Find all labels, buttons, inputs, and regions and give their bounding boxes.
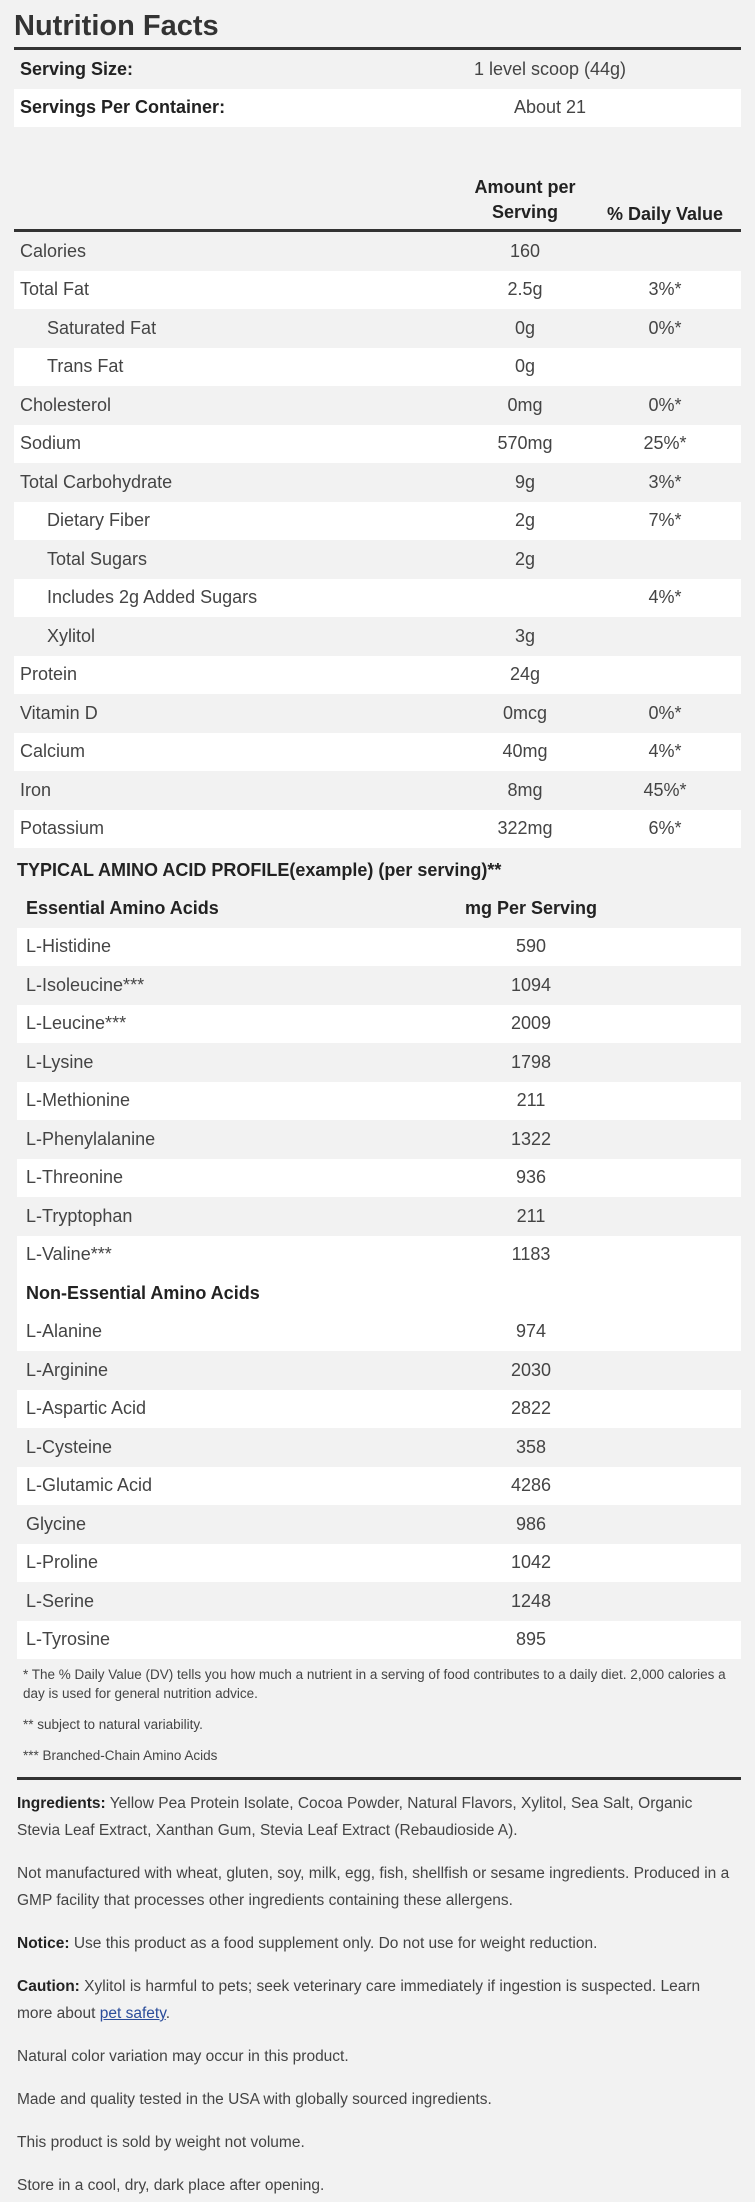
amino-acid-mg: 2009 [510, 1013, 552, 1034]
amino-acid-row [17, 1120, 741, 1159]
nutrient-daily-value: 4%* [648, 587, 682, 608]
ingredients-label: Ingredients: [17, 1795, 106, 1812]
amino-acid-name: L-Cysteine [26, 1436, 113, 1457]
amino-acid-name: L-Serine [26, 1590, 95, 1611]
nutrient-row [14, 232, 741, 271]
footnotes [14, 1659, 741, 1765]
nutrient-name: Saturated Fat [47, 317, 157, 338]
nutrient-amount: 160 [509, 240, 541, 261]
nutrient-amount: 322mg [497, 818, 553, 839]
nutrient-name: Vitamin D [20, 702, 98, 723]
storage-note: Store in a cool, dry, dark place after opening. [17, 2177, 325, 2194]
nutrient-name: Cholesterol [20, 394, 112, 415]
nutrient-amount: 2g [514, 548, 536, 569]
amino-acid-mg: 895 [515, 1629, 547, 1650]
made-in-note: Made and quality tested in the USA with globally sourced ingredients. [17, 2091, 492, 2108]
amino-acid-mg: 211 [516, 1090, 546, 1111]
footnote-variability: ** subject to natural variability. [23, 1717, 203, 1732]
amino-acid-name: L-Tyrosine [26, 1629, 111, 1650]
amino-acid-row [17, 1043, 741, 1082]
nutrient-daily-value: 4%* [648, 741, 682, 762]
panel-title: Nutrition Facts [14, 8, 741, 50]
essential-amino-list [17, 928, 741, 1275]
nutrient-daily-value: 0%* [648, 702, 682, 723]
amino-acid-name: L-Alanine [26, 1321, 103, 1342]
amino-acid-mg: 2822 [510, 1398, 552, 1419]
amino-acid-row [17, 1390, 741, 1429]
amino-acid-row [17, 1582, 741, 1621]
amino-acid-name: L-Phenylalanine [26, 1128, 156, 1149]
amino-acid-name: L-Valine*** [26, 1244, 112, 1265]
nutrient-daily-value: 0%* [648, 394, 682, 415]
amino-acid-mg: 1042 [510, 1552, 552, 1573]
nutrient-row [14, 810, 741, 849]
ingredients [17, 1790, 738, 1844]
nutrient-amount: 40mg [502, 741, 548, 762]
nutrient-name: Includes 2g Added Sugars [47, 587, 258, 608]
nonessential-amino-header: Non-Essential Amino Acids [26, 1282, 260, 1303]
nutrient-name: Trans Fat [47, 356, 124, 377]
caution-text: Xylitol is harmful to pets; seek veterinary care immediately if ingestion is suspected. Learn more about [17, 1978, 701, 2022]
amino-acid-row [17, 1428, 741, 1467]
product-info [14, 1780, 741, 2199]
servings-per-container-value: About 21 [513, 97, 587, 118]
amino-header-row [17, 889, 741, 928]
amino-acid-name: L-Methionine [26, 1090, 131, 1111]
nutrient-row [14, 694, 741, 733]
caution [17, 1973, 738, 2027]
color-variation-note: Natural color variation may occur in this product. [17, 2048, 349, 2065]
nutrient-row [14, 771, 741, 810]
nonessential-amino-list [17, 1313, 741, 1660]
nutrient-name: Total Fat [20, 279, 90, 300]
nutrient-amount: 0g [514, 317, 536, 338]
amino-acid-row [17, 1351, 741, 1390]
nutrient-name: Potassium [20, 818, 105, 839]
nutrient-daily-value: 0%* [648, 317, 682, 338]
nutrient-row [14, 540, 741, 579]
nutrient-row [14, 656, 741, 695]
amino-acid-row [17, 1621, 741, 1660]
nutrient-row [14, 463, 741, 502]
nutrient-daily-value: 25%* [643, 433, 687, 454]
nutrient-row [14, 502, 741, 541]
amino-acid-name: Glycine [26, 1513, 87, 1534]
amino-acid-name: L-Tryptophan [26, 1205, 133, 1226]
amino-acid-name: L-Glutamic Acid [26, 1475, 153, 1496]
amino-acid-table [17, 889, 741, 1659]
amino-acid-name: L-Isoleucine*** [26, 974, 145, 995]
nutrient-row [14, 309, 741, 348]
nutrient-name: Calcium [20, 741, 86, 762]
amino-acid-name: L-Leucine*** [26, 1013, 127, 1034]
nutrient-daily-value: 45%* [643, 779, 687, 800]
caution-label: Caution: [17, 1978, 80, 1995]
amino-acid-mg: 1183 [511, 1244, 551, 1265]
amino-acid-row [17, 928, 741, 967]
nutrient-daily-value: 3%* [648, 471, 682, 492]
ingredients-text: Yellow Pea Protein Isolate, Cocoa Powder, Natural Flavors, Xylitol, Sea Salt, Organic Stevia Leaf Extract, Xanthan Gum, Stevia Leaf Extract (Rebaudioside A). [17, 1795, 693, 1839]
nutrient-row [14, 348, 741, 387]
amino-acid-name: L-Threonine [26, 1167, 124, 1188]
amino-acid-name: L-Aspartic Acid [26, 1398, 147, 1419]
serving-size-row [14, 50, 741, 89]
amino-acid-mg: 936 [515, 1167, 547, 1188]
amino-acid-mg: 1248 [510, 1590, 552, 1611]
footnote-dv: * The % Daily Value (DV) tells you how much a nutrient in a serving of food contributes to a daily diet. 2,000 calories a day is used for general nutrition advice. [23, 1667, 726, 1701]
sold-by-weight-note: This product is sold by weight not volume. [17, 2134, 305, 2151]
amino-acid-row [17, 1005, 741, 1044]
amino-acid-mg: 2030 [510, 1359, 552, 1380]
servings-per-container-label: Servings Per Container: [20, 97, 226, 118]
nutrient-name: Protein [20, 664, 78, 685]
nutrient-amount: 570mg [497, 433, 553, 454]
nutrient-amount: 24g [509, 664, 541, 685]
nutrient-amount: 0g [514, 356, 536, 377]
notice-label: Notice: [17, 1935, 70, 1952]
amino-acid-row [17, 1313, 741, 1352]
nutrient-name: Total Carbohydrate [20, 471, 173, 492]
amino-acid-mg: 590 [515, 936, 547, 957]
nonessential-header-row [17, 1274, 741, 1313]
nutrient-row [14, 425, 741, 464]
amino-acid-mg: 4286 [510, 1475, 552, 1496]
amino-acid-mg: 358 [515, 1436, 547, 1457]
nutrient-amount: 8mg [507, 779, 543, 800]
nutrient-row [14, 733, 741, 772]
nutrient-amount: 0mg [507, 394, 543, 415]
amount-column-header: Amount per Serving [474, 177, 576, 222]
amino-acid-row [17, 1505, 741, 1544]
amino-acid-name: L-Proline [26, 1552, 99, 1573]
nutrient-name: Calories [20, 240, 87, 261]
amino-acid-row [17, 1544, 741, 1583]
amino-acid-mg: 986 [515, 1513, 547, 1534]
caution-end: . [165, 2005, 171, 2022]
nutrient-row [14, 386, 741, 425]
amino-acid-row [17, 1197, 741, 1236]
amino-acid-row [17, 1159, 741, 1198]
servings-per-container-row [14, 89, 741, 128]
amino-acid-mg: 1798 [510, 1051, 552, 1072]
serving-size-value: 1 level scoop (44g) [473, 58, 627, 79]
nutrition-table-header [14, 157, 741, 232]
nutrient-amount: 9g [514, 471, 536, 492]
essential-amino-header: Essential Amino Acids [26, 897, 219, 918]
nutrient-daily-value: 7%* [648, 510, 682, 531]
daily-value-column-header: % Daily Value [606, 204, 724, 224]
amino-acid-row [17, 966, 741, 1005]
nutrient-amount: 0mcg [502, 702, 547, 723]
nutrient-row [14, 271, 741, 310]
notice [17, 1930, 738, 1957]
nutrient-daily-value: 6%* [648, 818, 682, 839]
amino-acid-mg: 1322 [510, 1128, 552, 1149]
amino-acid-profile-title: TYPICAL AMINO ACID PROFILE(example) (per serving)** [17, 860, 502, 880]
nutrient-daily-value: 3%* [648, 279, 682, 300]
amino-acid-mg: 211 [516, 1205, 546, 1226]
nutrient-row [14, 617, 741, 656]
nutrient-row [14, 579, 741, 618]
amino-acid-name: L-Arginine [26, 1359, 109, 1380]
amino-acid-name: L-Lysine [26, 1051, 94, 1072]
notice-text: Use this product as a food supplement only. Do not use for weight reduction. [73, 1935, 598, 1952]
nutrient-name: Total Sugars [47, 548, 148, 569]
nutrient-amount: 2g [514, 510, 536, 531]
amino-acid-mg: 1094 [510, 974, 552, 995]
allergen-statement: Not manufactured with wheat, gluten, soy, milk, egg, fish, shellfish or sesame ingredients. Produced in a GMP facility that processes other ingredients containing these allergens. [17, 1865, 730, 1909]
amino-acid-row [17, 1236, 741, 1275]
amino-acid-row [17, 1467, 741, 1506]
amino-acid-name: L-Histidine [26, 936, 112, 957]
nutrient-name: Iron [20, 779, 52, 800]
nutrient-name: Sodium [20, 433, 82, 454]
nutrient-amount: 2.5g [507, 279, 543, 300]
amino-acid-row [17, 1082, 741, 1121]
serving-size-label: Serving Size: [20, 58, 134, 79]
nutrient-name: Dietary Fiber [47, 510, 151, 531]
footnote-bcaa: *** Branched-Chain Amino Acids [23, 1748, 218, 1763]
nutrition-table [14, 232, 741, 848]
pet-safety-link[interactable]: pet safety [99, 2005, 166, 2022]
nutrient-name: Xylitol [47, 625, 96, 646]
nutrient-amount: 3g [514, 625, 536, 646]
amino-acid-mg: 974 [515, 1321, 547, 1342]
serving-info [14, 50, 741, 127]
mg-per-serving-header: mg Per Serving [464, 897, 598, 918]
